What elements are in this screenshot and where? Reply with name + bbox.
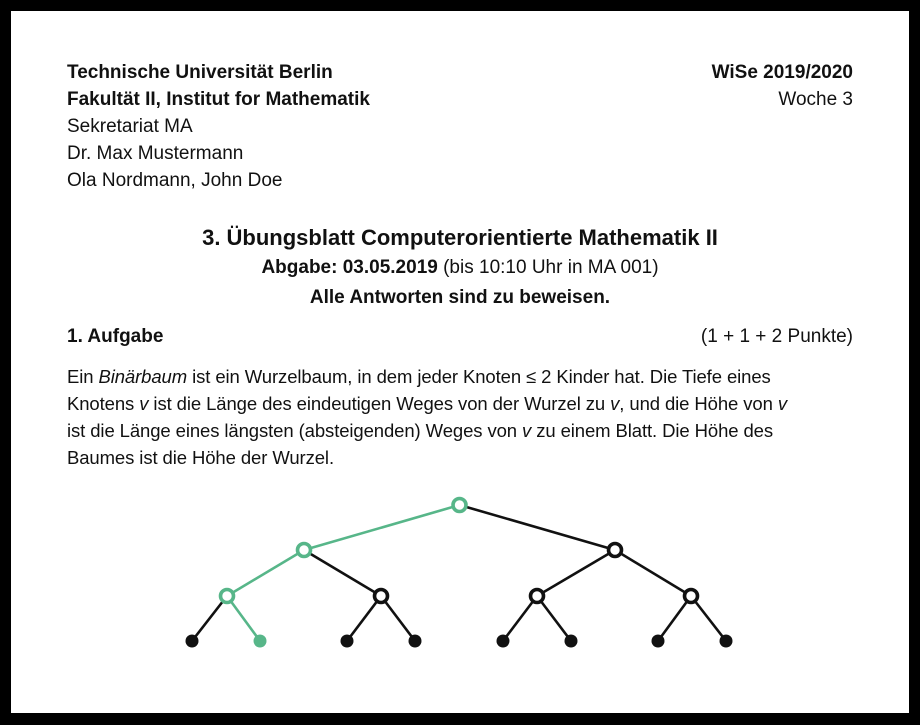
task-heading-row	[67, 323, 853, 350]
tree-node-l5	[497, 635, 510, 648]
tree-node-a	[298, 544, 311, 557]
tree-edge-ba-l6	[537, 596, 571, 641]
lecturer-name: Dr. Max Mustermann	[67, 143, 244, 164]
tree-node-l7	[652, 635, 665, 648]
tree-edge-b-ba	[537, 550, 615, 596]
tree-edge-root-b	[460, 505, 616, 550]
tree-edge-aa-l1	[192, 596, 227, 641]
task-points: (1 + 1 + 2 Punkte)	[700, 326, 853, 347]
text-run: Ein	[67, 366, 99, 387]
page-content	[11, 11, 909, 471]
italic-term: v	[610, 393, 620, 414]
text-run: zu einem Blatt. Die Höhe des	[531, 420, 774, 441]
tree-edge-bb-l7	[658, 596, 691, 641]
italic-term: v	[522, 420, 532, 441]
semester-block	[712, 59, 853, 113]
semester-label: WiSe 2019/2020	[711, 62, 853, 83]
task-description-line	[67, 417, 853, 444]
institution-block	[67, 59, 370, 194]
secretariat: Sekretariat MA	[67, 116, 193, 137]
tree-node-l8	[720, 635, 733, 648]
tree-node-l6	[565, 635, 578, 648]
task-description-line	[67, 363, 853, 390]
assistants-names: Ola Nordmann, John Doe	[67, 170, 283, 191]
faculty-name: Fakultät II, Institut for Mathematik	[67, 89, 370, 110]
tree-node-l1	[186, 635, 199, 648]
tree-edge-a-aa	[227, 550, 304, 596]
title-block	[67, 223, 853, 313]
tree-edge-ab-l4	[381, 596, 415, 641]
proof-notice: Alle Antworten sind zu beweisen.	[309, 287, 611, 308]
text-run: ist ein Wurzelbaum, in dem jeder Knoten ≤ 2 Kinder hat. Die Tiefe eines	[187, 366, 771, 387]
task-label: 1. Aufgabe	[67, 326, 164, 347]
text-run: , und die Höhe von	[619, 393, 778, 414]
tree-node-aa	[221, 590, 234, 603]
institution-name: Technische Universität Berlin	[67, 62, 333, 83]
tree-node-root	[453, 499, 466, 512]
tree-edge-a-ab	[304, 550, 381, 596]
tree-node-l2	[254, 635, 267, 648]
sheet-title: 3. Übungsblatt Computerorientierte Mathematik II	[202, 225, 718, 250]
binary-tree-diagram	[0, 478, 920, 668]
tree-node-b	[609, 544, 622, 557]
tree-node-ab	[375, 590, 388, 603]
tree-edge-ab-l3	[347, 596, 381, 641]
tree-node-bb	[685, 590, 698, 603]
document-header	[67, 59, 853, 194]
tree-edge-aa-l2	[227, 596, 260, 641]
italic-term: v	[777, 393, 788, 414]
tree-node-ba	[531, 590, 544, 603]
text-run: ist die Länge eines längsten (absteigenden) Weges von	[67, 420, 523, 441]
due-date-line	[67, 253, 853, 283]
task-description	[67, 363, 853, 471]
tree-node-l3	[341, 635, 354, 648]
due-details: (bis 10:10 Uhr in MA 001)	[437, 257, 659, 278]
week-label: Woche 3	[778, 89, 853, 110]
text-run: ist die Länge des eindeutigen Weges von der Wurzel zu	[148, 393, 611, 414]
task-description-line	[67, 390, 853, 417]
italic-term: v	[139, 393, 149, 414]
tree-edge-b-bb	[615, 550, 691, 596]
tree-node-l4	[409, 635, 422, 648]
text-run: Baumes ist die Höhe der Wurzel.	[67, 447, 334, 468]
italic-term: Binärbaum	[98, 366, 188, 387]
tree-edge-bb-l8	[691, 596, 726, 641]
due-date: Abgabe: 03.05.2019	[261, 257, 438, 278]
task-description-line	[67, 444, 853, 471]
tree-edge-ba-l5	[503, 596, 537, 641]
tree-edge-root-a	[304, 505, 460, 550]
text-run: Knotens	[67, 393, 140, 414]
